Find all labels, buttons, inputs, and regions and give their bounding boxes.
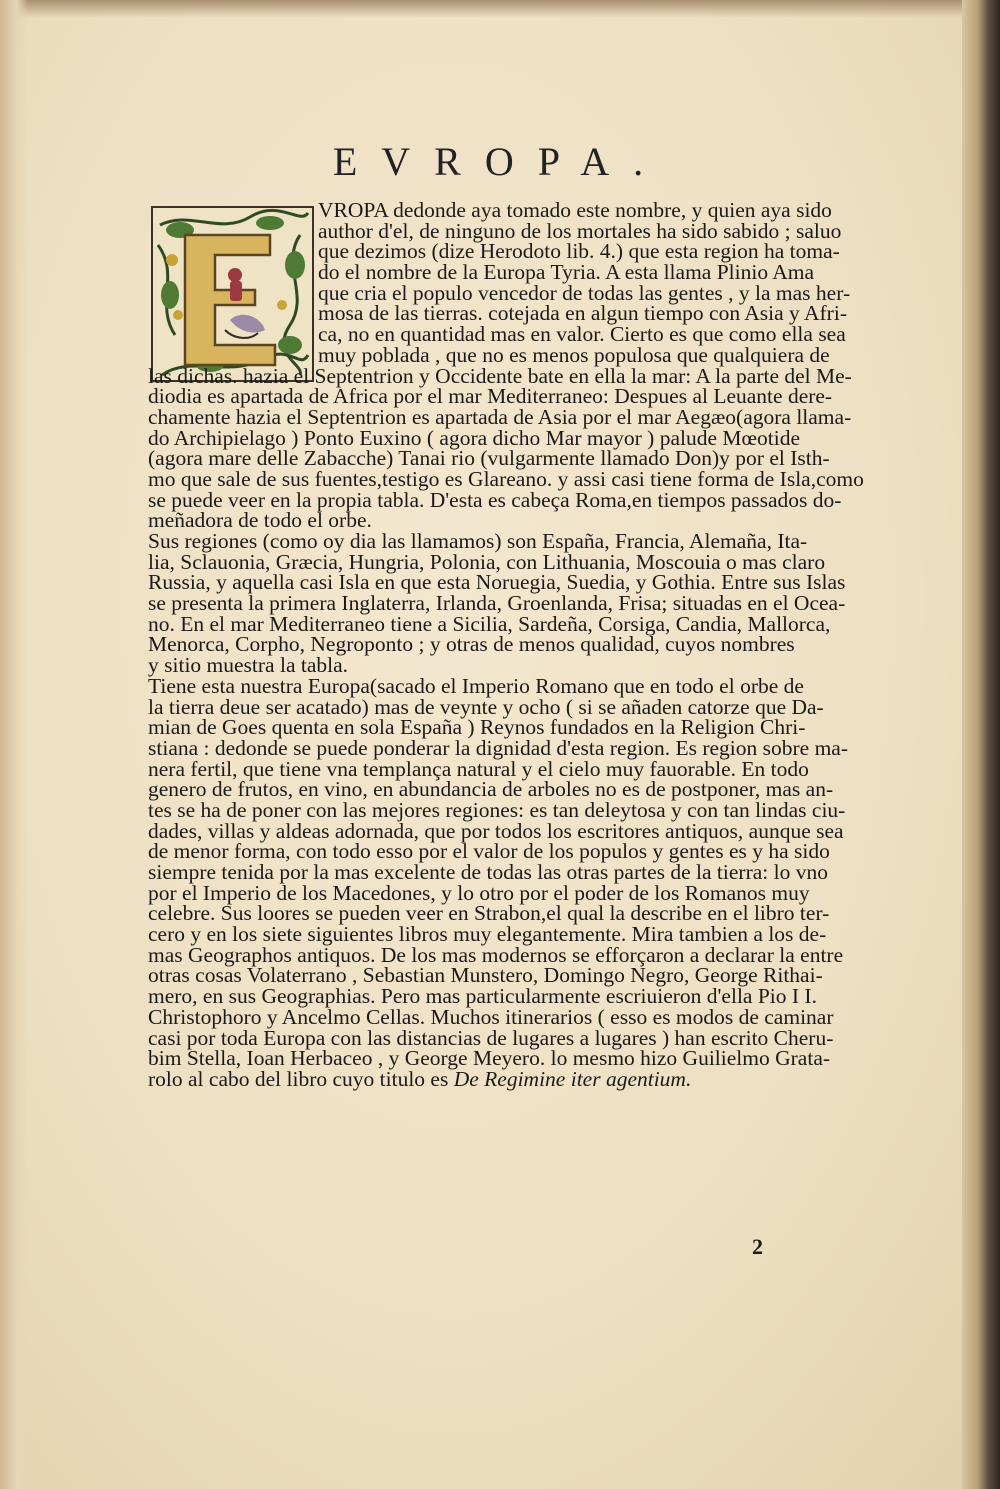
text-line: Menorca, Corpho, Negroponto ; y otras de menos qualidad, cuyos nombres [148, 632, 795, 657]
text-line: que dezimos (dize Herodoto lib. 4.) que esta region ha toma- [318, 239, 840, 264]
text-line: de menor forma, con todo esso por el valor de los populos y gentes es y ha sido [148, 839, 830, 864]
text-line: Christophoro y Ancelmo Cellas. Muchos itinerarios ( esso es modos de caminar [148, 1004, 834, 1029]
text-line: se presenta la primera Inglaterra, Irlanda, Groenlanda, Frisa; situadas en el Ocea- [148, 591, 846, 616]
text-line: do el nombre de la Europa Tyria. A esta llama Plinio Ama [318, 260, 815, 285]
text-line: author d'el, de ninguno de los mortales ha sido sabido ; saluo [318, 218, 842, 243]
text-line: Tiene esta nuestra Europa(sacado el Imperio Romano que en todo el orbe de [148, 673, 804, 698]
page-title: EVROPA. [332, 139, 668, 184]
main-text-block [148, 363, 881, 1071]
text-line: que cria el populo vencedor de todas las gentes , y la mas her- [318, 280, 851, 305]
book-title-italic: De Regimine iter agentium. [453, 1066, 692, 1091]
text-line: otras cosas Volaterrano , Sebastian Munstero, Domingo Negro, George Rithai- [148, 963, 823, 988]
text-line: mero, en sus Geographias. Pero mas particularmente escriuieron d'ella Pio I I. [148, 984, 817, 1009]
closing-text: rolo al cabo del libro cuyo titulo es [148, 1066, 449, 1091]
text-line: meñadora de todo el orbe. [148, 508, 372, 533]
page-top-edge [0, 0, 1000, 18]
text-line: lia, Sclauonia, Græcia, Hungria, Polonia, con Lithuania, Moscouia o mas claro [148, 549, 826, 574]
text-line: tes se ha de poner con las mejores regiones: es tan deleytosa y con tan lindas ciu- [148, 797, 846, 822]
text-line: casi por toda Europa con las distancias de lugares a lugares ) han escrito Cheru- [148, 1025, 834, 1050]
text-line: y sitio muestra la tabla. [148, 653, 349, 678]
text-line: nera fertil, que tiene vna templança natural y el cielo muy fauorable. En todo [148, 756, 809, 781]
text-line: mo que sale de sus fuentes,testigo es Glareano. y assi casi tiene forma de Isla,como [148, 466, 864, 491]
text-line: cero y en los siete siguientes libros muy elegantemente. Mira tambien a los de- [148, 922, 827, 947]
text-line: se puede veer en la propia tabla. D'esta es cabeça Roma,en tiempos passados do- [148, 487, 842, 512]
text-line: VROPA dedonde aya tomado este nombre, y quien aya sido [318, 198, 832, 222]
closing-line [148, 1066, 881, 1091]
text-line: la tierra deue ser acatado) mas de veynte y ocho ( si se añaden catorze que Da- [148, 694, 824, 719]
text-line: celebre. Sus loores se pueden veer en Strabon,el qual la describe en el libro ter- [148, 901, 830, 926]
page-edge-stack [962, 0, 1000, 1489]
text-line: ca, no en quantidad mas en valor. Cierto es que como ella sea [318, 322, 846, 347]
text-line: bim Stella, Ioan Herbaceo , y George Meyero. lo mesmo hizo Guilielmo Grata- [148, 1046, 831, 1071]
text-line: (agora mare delle Zabacche) Tanai rio (vulgarmente llamado Don)y por el Isth- [148, 446, 830, 471]
text-line: genero de frutos, en vino, en abundancia de arboles no es de postponer, mas an- [148, 777, 834, 802]
text-line: siempre tenida por la mas excelente de todas las otras partes de la tierra: lo vno [148, 860, 828, 884]
text-line: mosa de las tierras. cotejada en algun tiempo con Asia y Afri- [318, 301, 847, 326]
text-line: stiana : dedonde se puede ponderar la dignidad d'esta region. Es region sobre ma- [148, 735, 849, 760]
text-line: mas Geographos antiquos. De los mas modernos se efforçaron a declarar la entre [148, 942, 844, 967]
text-line: Russia, y aquella casi Isla en que esta Noruegia, Suedia, y Gothia. Entre sus Islas [148, 570, 846, 595]
text-line: no. En el mar Mediterraneo tiene a Sicilia, Sardeña, Corsiga, Candia, Mallorca, [148, 611, 831, 636]
page-number: 2 [752, 1234, 763, 1259]
text-line: por el Imperio de los Macedones, y lo otro por el poder de los Romanos muy [148, 880, 810, 905]
text-line: chamente hazia el Septentrion es apartada de Asia por el mar Aegæo(agora llama- [148, 404, 852, 429]
text-line: mian de Goes quenta en sola España ) Reynos fundados en la Religion Chri- [148, 715, 806, 740]
text-line: las dichas. hazia el Septentrion y Occidente bate en ella la mar: A la parte del Me- [148, 363, 852, 388]
text-line: diodia es apartada de Africa por el mar Mediterraneo: Despues al Leuante dere- [148, 384, 833, 409]
body-text [148, 200, 881, 1090]
text-line: dades, villas y aldeas adornada, que por todos los escritores antiquos, aunque sea [148, 818, 844, 843]
gutter-shadow [0, 0, 28, 1489]
text-line: Sus regiones (como oy dia las llamamos) son España, Francia, Alemaña, Ita- [148, 529, 808, 553]
text-line: muy poblada , que no es menos populosa que qualquiera de [318, 342, 830, 367]
text-beside-initial [148, 200, 881, 366]
text-line: do Archipielago ) Ponto Euxino ( agora dicho Mar mayor ) palude Mœotide [148, 425, 801, 450]
